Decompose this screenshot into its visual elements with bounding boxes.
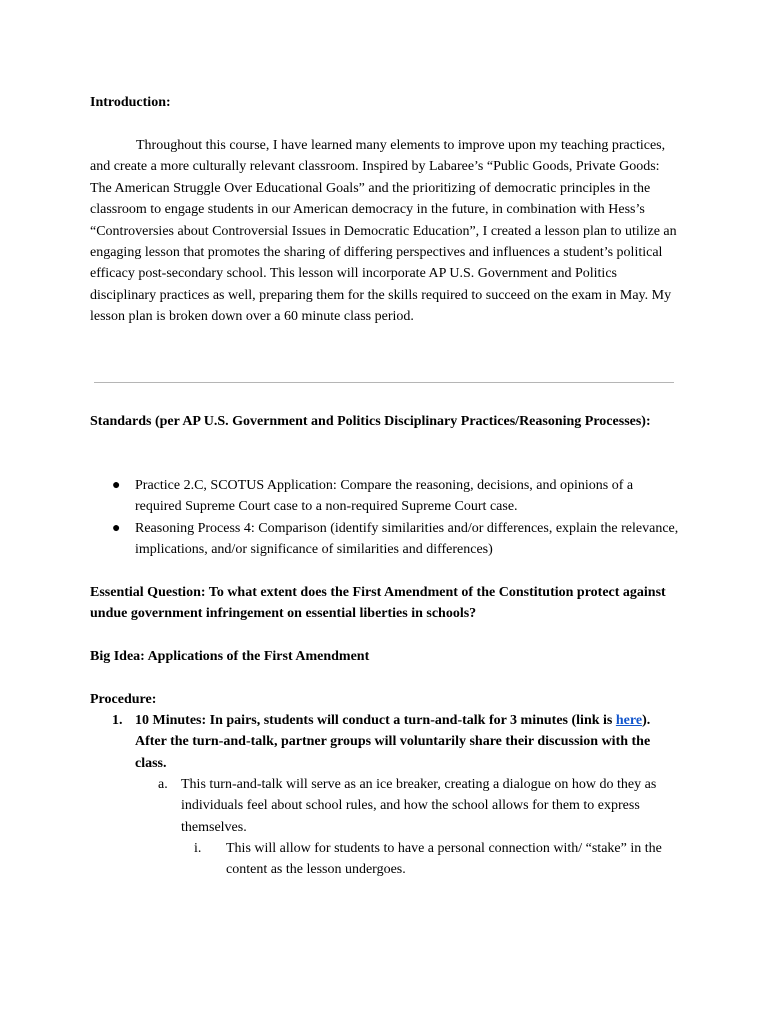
procedure-substep-i [90, 838, 682, 881]
step-text-part: 10 Minutes: In pairs, students will conduct a turn-and-talk for 3 minutes (link is [135, 713, 616, 728]
step-number: 1. [112, 713, 123, 728]
bullet-icon: ● [112, 478, 121, 493]
standards-list [90, 475, 682, 561]
standards-item [90, 475, 682, 518]
step-text [135, 710, 682, 774]
standards-item-text: Reasoning Process 4: Comparison (identify similarities and/or differences, explain the relevance, implications, and/or significance of similarities and differences) [135, 520, 679, 558]
substep-text: This will allow for students to have a personal connection with/ “stake” in the content as the lesson undergoes. [226, 841, 662, 878]
big-idea: Big Idea: Applications of the First Amendment [90, 649, 370, 664]
procedure-substep-a [90, 774, 682, 838]
procedure-heading: Procedure: [90, 692, 157, 707]
substep-marker: i. [194, 841, 202, 856]
essential-question: Essential Question: To what extent does the First Amendment of the Constitution protect against undue government infringement on essential liberties in schools? [90, 585, 666, 622]
substep-marker: a. [158, 777, 168, 792]
standards-item [90, 518, 682, 561]
introduction-heading: Introduction: [90, 95, 171, 110]
introduction-paragraph: Throughout this course, I have learned many elements to improve upon my teaching practices, and create a more culturally relevant classroom. Inspired by Labaree’s “Public Goods, Private Goods: The American Struggle Over Educational Goals” and the prioritizing of democratic principles in the classroom to engage students in our American democracy in the future, in combination with Hess’s “Controversies about Controversial Issues in Democratic Education”, I created a lesson plan to utilize an engaging lesson that promotes the sharing of differing perspectives and influences a student’s political efficacy post-secondary school. This lesson will incorporate AP U.S. Government and Politics disciplinary practices as well, preparing them for the skills required to succeed on the exam in May. My lesson plan is broken down over a 60 minute class period. [90, 138, 677, 325]
standards-heading: Standards (per AP U.S. Government and Politics Disciplinary Practices/Reasoning Processes): [90, 414, 651, 429]
horizontal-divider [94, 382, 674, 383]
step-text-part: ). After the turn-and-talk, partner groups will voluntarily share their discussion with the class. [135, 713, 651, 771]
here-link[interactable]: here [615, 713, 643, 728]
standards-item-text: Practice 2.C, SCOTUS Application: Compare the reasoning, decisions, and opinions of a required Supreme Court case to a non-required Supreme Court case. [135, 478, 634, 515]
substep-text: This turn-and-talk will serve as an ice breaker, creating a dialogue on how do they as individuals feel about school rules, and how the school allows for them to express themselves. [181, 777, 657, 835]
procedure-step-1 [90, 710, 682, 774]
bullet-icon: ● [112, 520, 121, 536]
